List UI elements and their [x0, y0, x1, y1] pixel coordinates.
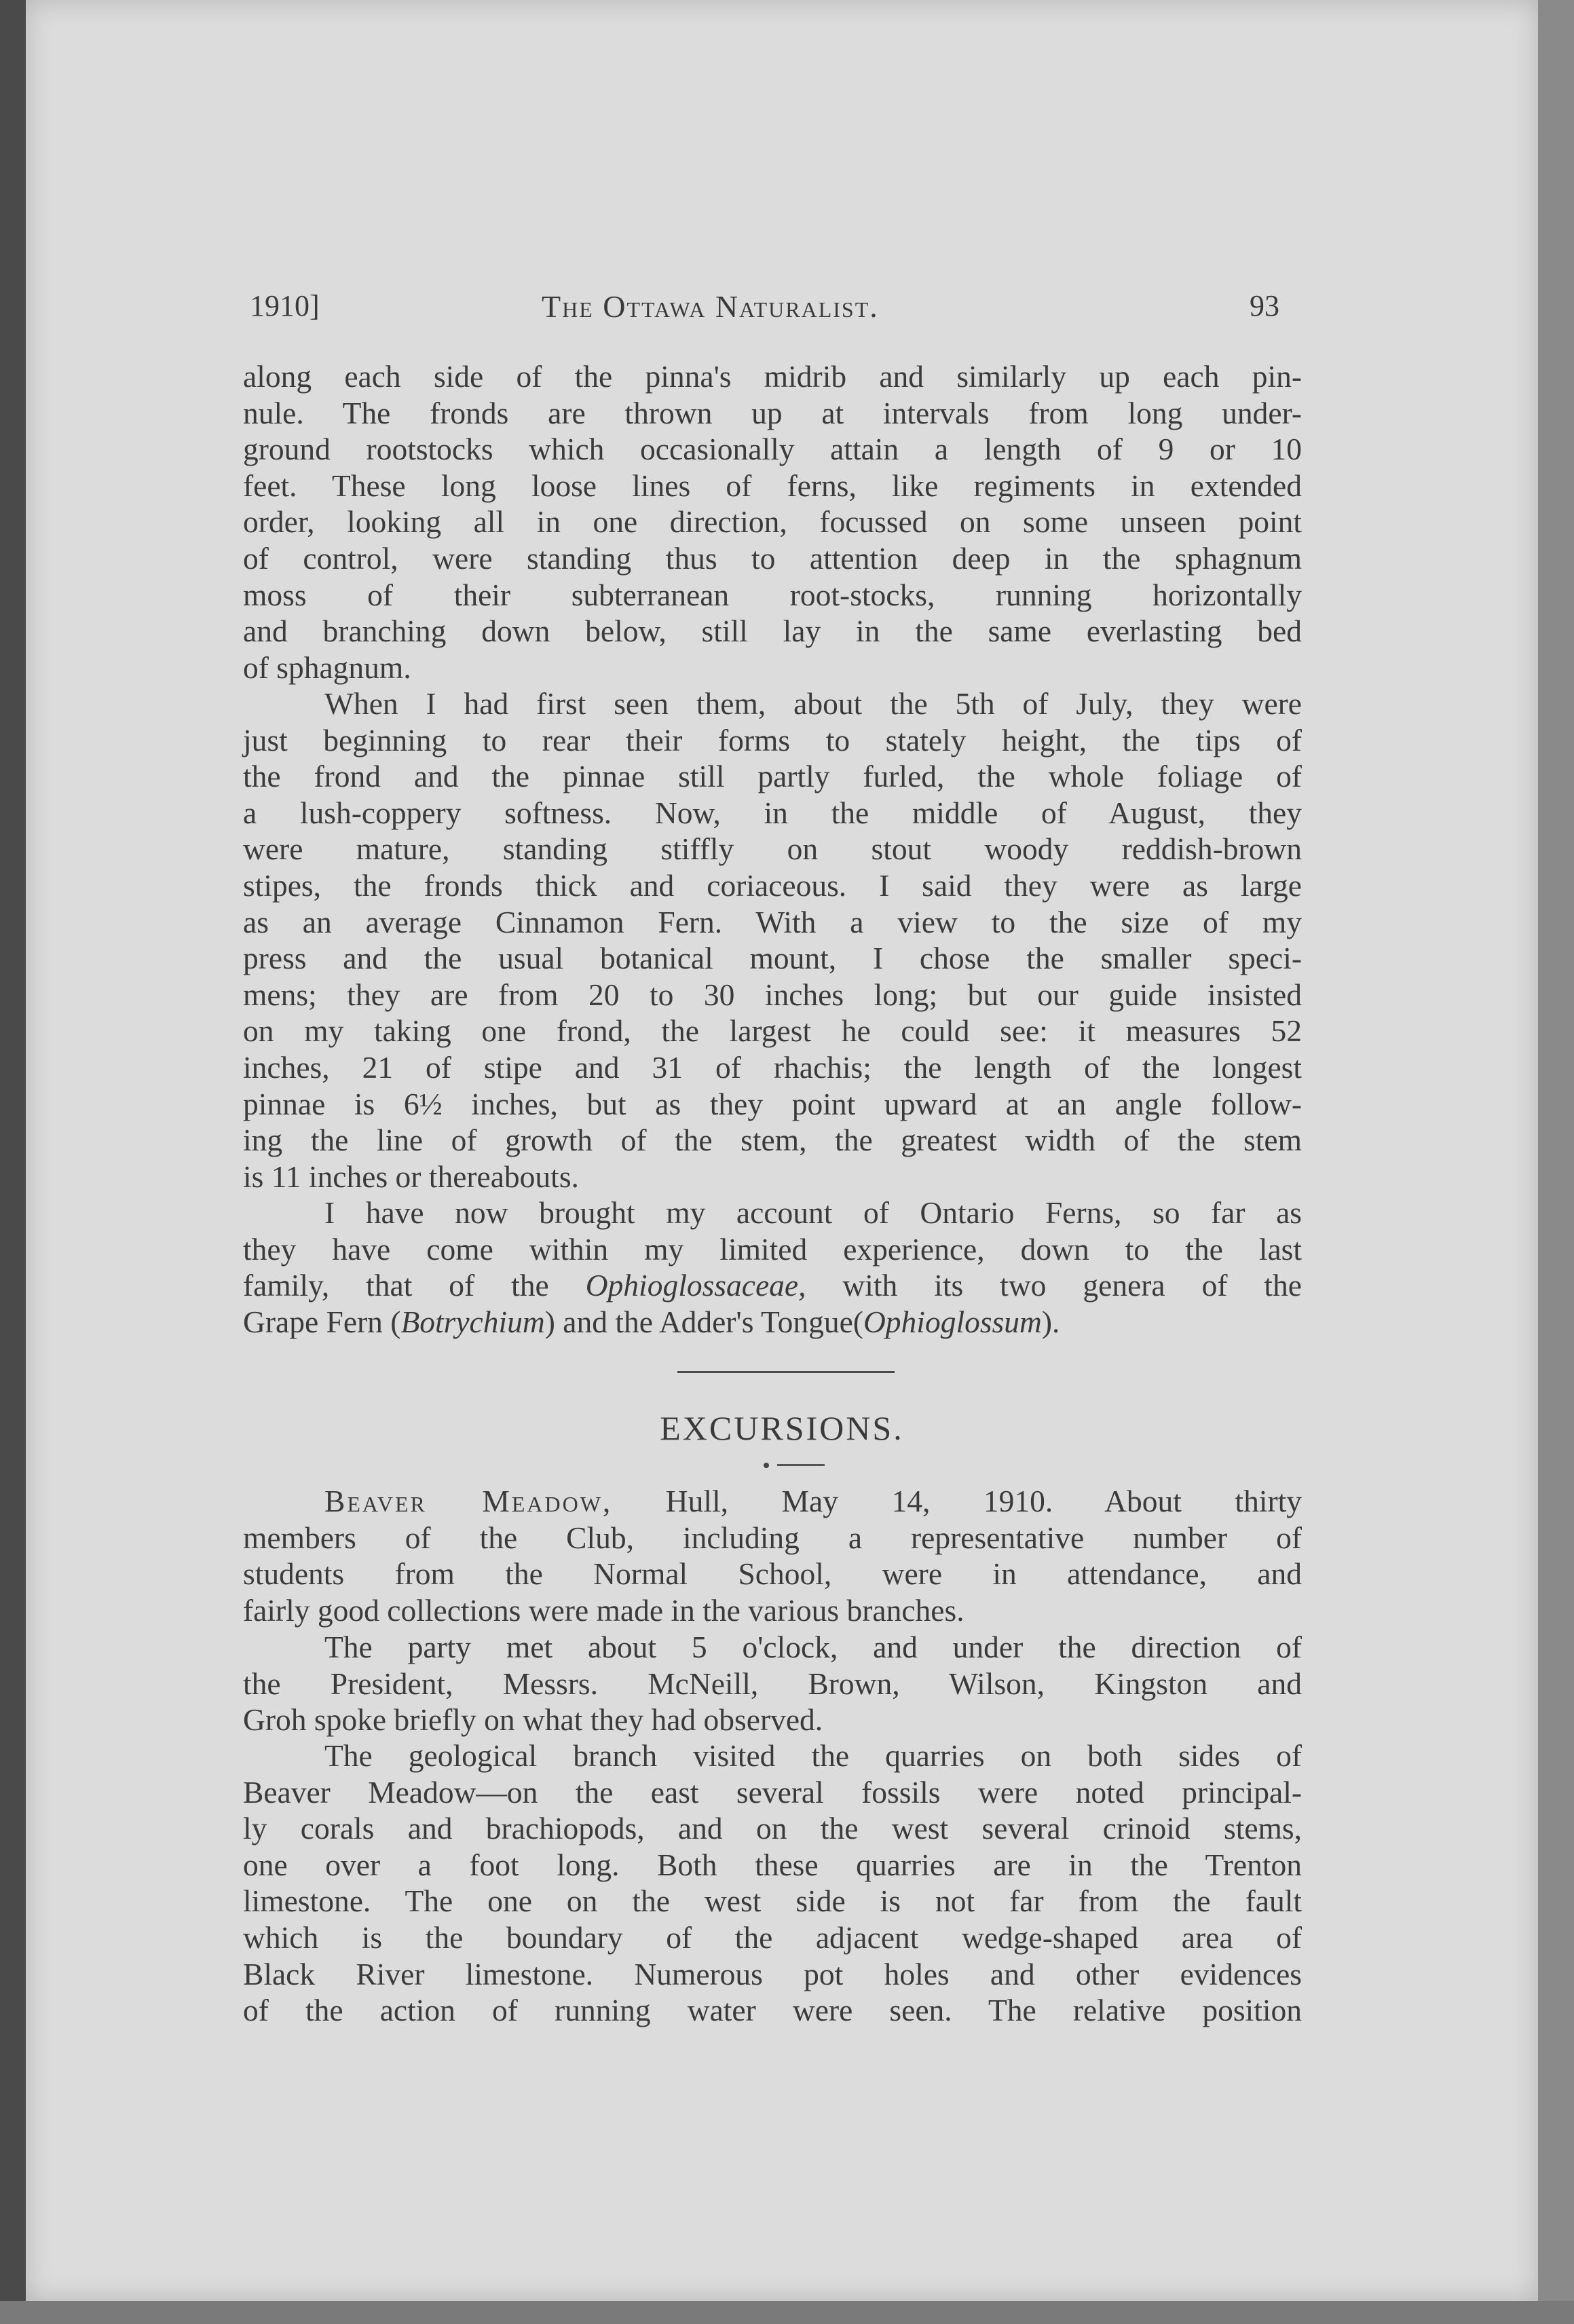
taxon-name: Botrychium	[400, 1304, 545, 1339]
text-line: order, looking all in one direction, focussed on some unseen point	[243, 504, 1302, 540]
text-line: When I had first seen them, about the 5th of July, they were	[324, 686, 1302, 721]
running-header	[26, 288, 1538, 329]
text-line: pinnae is 6½ inches, but as they point upward at an angle follow-	[243, 1086, 1302, 1121]
taxon-name: Ophioglossaceae,	[585, 1268, 806, 1303]
text-line: Groh spoke briefly on what they had observed.	[243, 1702, 823, 1738]
paragraph-ontario-ferns	[243, 1195, 1302, 1340]
text-line: they have come within my limited experience, down to the last	[243, 1231, 1302, 1267]
paragraph-beaver-meadow	[243, 1483, 1302, 1628]
text-line: of the action of running water were seen. The relative position	[243, 1993, 1302, 2028]
text-line: on my taking one frond, the largest he could see: it measures 52	[243, 1013, 1302, 1049]
paragraph-july-observation	[243, 686, 1302, 1195]
text-line: limestone. The one on the west side is not far from the fault	[243, 1883, 1302, 1919]
text-run: Grape Fern (	[243, 1304, 401, 1339]
text-line	[243, 1304, 1302, 1341]
text-line: as an average Cinnamon Fern. With a view to the size of my	[243, 904, 1302, 939]
text-line: fairly good collections were made in the various branches.	[243, 1592, 964, 1628]
text-line: press and the usual botanical mount, I chose the smaller speci-	[243, 941, 1302, 976]
text-line: one over a foot long. Both these quarries are in the Trenton	[243, 1847, 1302, 1882]
text-line: and branching down below, still lay in the same everlasting bed	[243, 614, 1302, 649]
text-line: I have now brought my account of Ontario Ferns, so far as	[324, 1195, 1302, 1230]
text-line: ground rootstocks which occasionally attain a length of 9 or 10	[243, 432, 1302, 467]
text-line: is 11 inches or thereabouts.	[243, 1159, 579, 1194]
text-line: stipes, the fronds thick and coriaceous. I said they were as large	[243, 867, 1302, 903]
page-bottom-edge	[0, 2301, 1574, 2324]
text-line: Black River limestone. Numerous pot holes and other evidences	[243, 1956, 1302, 1991]
text-line: feet. These long loose lines of ferns, like regiments in extended	[243, 468, 1302, 503]
text-line: along each side of the pinna's midrib and similarly up each pin-	[243, 359, 1302, 394]
page-number: 93	[1250, 289, 1279, 322]
text-run: family, that of the	[243, 1268, 586, 1303]
section-heading: EXCURSIONS.	[660, 1409, 904, 1447]
page-binding-edge	[0, 0, 26, 2324]
text-line: the President, Messrs. McNeill, Brown, Wilson, Kingston and	[243, 1666, 1302, 1701]
header-journal-title: The Ottawa Naturalist.	[542, 289, 879, 324]
text-line	[243, 1483, 1302, 1520]
paragraph-fronds	[243, 358, 1302, 686]
text-line: of control, were standing thus to attention deep in the sphagnum	[243, 540, 1302, 576]
text-line: Beaver Meadow—on the east several fossils were noted principal-	[243, 1774, 1302, 1810]
text-line: mens; they are from 20 to 30 inches long; but our guide insisted	[243, 977, 1302, 1012]
paragraph-party-met	[243, 1629, 1302, 1738]
header-year: 1910]	[250, 289, 320, 322]
text-line: ing the line of growth of the stem, the greatest width of the stem	[243, 1123, 1302, 1158]
text-line: which is the boundary of the adjacent wedge-shaped area of	[243, 1919, 1302, 1955]
text-line: students from the Normal School, were in attendance, and	[243, 1556, 1302, 1592]
text-line: The geological branch visited the quarries on both sides of	[324, 1738, 1302, 1773]
section-divider	[677, 1371, 895, 1373]
text-line: the frond and the pinnae still partly furled, the whole foliage of	[243, 759, 1302, 794]
journal-page	[26, 0, 1538, 2301]
taxon-name: Ophioglossum	[863, 1304, 1042, 1339]
text-line: just beginning to rear their forms to stately height, the tips of	[243, 722, 1302, 757]
text-run: ) and the Adder's Tongue(	[544, 1304, 863, 1339]
text-run: with its two genera of the	[806, 1268, 1302, 1303]
text-run: Hull, May 14, 1910. About thirty	[612, 1484, 1303, 1518]
text-line: members of the Club, including a representative number of	[243, 1520, 1302, 1555]
text-line: The party met about 5 o'clock, and under the direction of	[324, 1630, 1302, 1664]
excursion-location: Beaver Meadow,	[324, 1484, 613, 1518]
text-line: of sphagnum.	[243, 650, 411, 685]
ornament-rule	[777, 1464, 825, 1466]
text-line: a lush-coppery softness. Now, in the middle of August, they	[243, 795, 1302, 830]
text-line	[243, 1267, 1302, 1304]
text-line: moss of their subterranean root-stocks, running horizontally	[243, 577, 1302, 612]
text-line: nule. The fronds are thrown up at intervals from long under-	[243, 395, 1302, 430]
text-line: inches, 21 of stipe and 31 of rhachis; the length of the longest	[243, 1049, 1302, 1085]
page-right-edge	[1538, 0, 1574, 2324]
ornament-dot	[764, 1463, 769, 1468]
text-line: were mature, standing stiffly on stout woody reddish-brown	[243, 831, 1302, 867]
paragraph-geological-branch	[243, 1738, 1302, 2029]
text-run: ).	[1041, 1304, 1060, 1339]
text-line: ly corals and brachiopods, and on the west several crinoid stems,	[243, 1811, 1302, 1846]
